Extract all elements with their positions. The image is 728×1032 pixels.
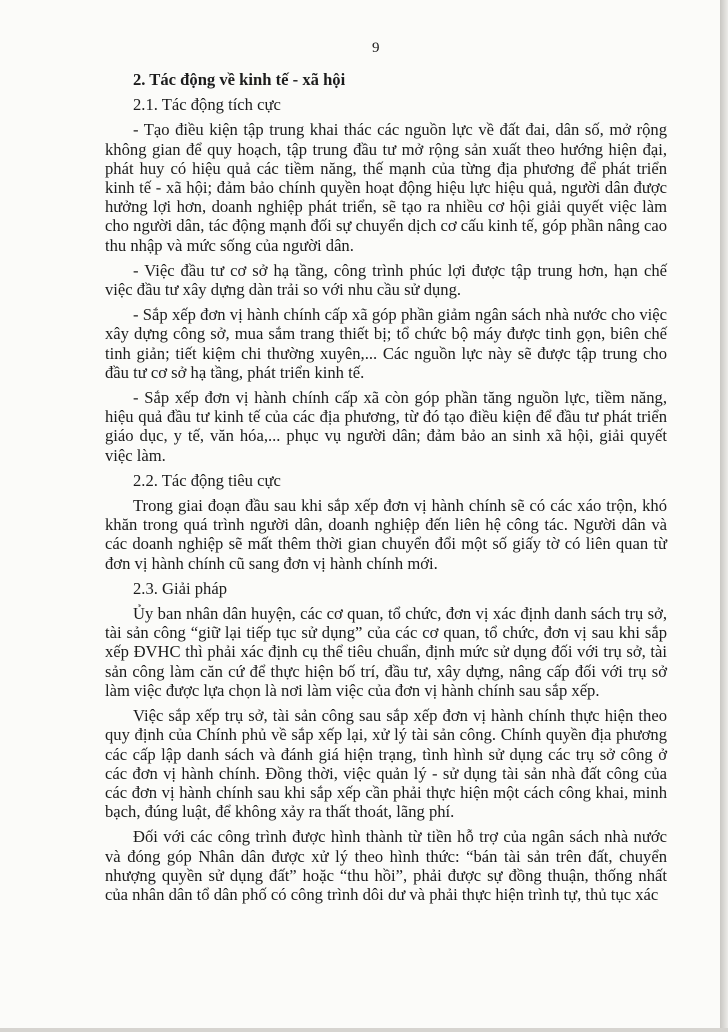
document-body <box>105 70 667 910</box>
section-title: 2. Tác động về kinh tế - xã hội <box>133 70 346 89</box>
page-number: 9 <box>372 40 380 56</box>
paragraph-positive-4: - Sắp xếp đơn vị hành chính cấp xã còn góp phần tăng nguồn lực, tiềm năng, hiệu quả đầu tư kinh tế của các địa phương, từ đó tạo điều kiện để đầu tư phát triển giáo dục, y tế, văn hóa,... phục vụ người dân; đảm bảo an sinh xã hội, giải quyết việc làm. <box>105 388 667 465</box>
paragraph-solution-3: Đối với các công trình được hình thành từ tiền hỗ trợ của ngân sách nhà nước và đóng góp Nhân dân được xử lý theo hình thức: “bán tài sản trên đất, chuyển nhượng quyền sử dụng đất” hoặc “thu hồi”, phải được sự đồng thuận, thống nhất của nhân dân tổ dân phố có công trình dôi dư và phải thực hiện trình tự, thủ tục xác <box>105 827 667 904</box>
scan-edge <box>720 0 728 1032</box>
paragraph-positive-3: - Sắp xếp đơn vị hành chính cấp xã góp phần giảm ngân sách nhà nước cho việc xây dựng công sở, mua sắm trang thiết bị; tổ chức bộ máy được tinh gọn, biên chế tinh giản; tiết kiệm chi thường xuyên,... Các nguồn lực này sẽ được tập trung cho đầu tư cơ sở hạ tầng, phát triển kinh tế. <box>105 305 667 382</box>
paragraph-solution-1: Ủy ban nhân dân huyện, các cơ quan, tổ chức, đơn vị xác định danh sách trụ sở, tài sản công “giữ lại tiếp tục sử dụng” của các cơ quan, tổ chức, đơn vị sau khi sắp xếp ĐVHC thì phải xác định cụ thể tiêu chuẩn, định mức sử dụng đối với trụ sở, tài sản công làm căn cứ để thực hiện bố trí, đầu tư, xây dựng, nâng cấp đối với trụ sở làm việc được lựa chọn là nơi làm việc của đơn vị hành chính sau sắp xếp. <box>105 604 667 700</box>
paragraph-positive-1: - Tạo điều kiện tập trung khai thác các nguồn lực về đất đai, dân số, mở rộng không gian để quy hoạch, tập trung đầu tư mở rộng sản xuất theo hướng hiện đại, phát huy có hiệu quả các tiềm năng, thế mạnh của từng địa phương để phát triển kinh tế - xã hội; đảm bảo chính quyền hoạt động hiệu lực hiệu quả, người dân được hưởng lợi hơn, doanh nghiệp phát triển, sẽ tạo ra nhiều cơ hội giải quyết việc làm cho người dân, tác động mạnh đối sự chuyển dịch cơ cấu kinh tế, góp phần nâng cao thu nhập và mức sống của người dân. <box>105 120 667 255</box>
scan-bottom-edge <box>0 1028 728 1032</box>
paragraph-positive-2: - Việc đầu tư cơ sở hạ tầng, công trình phúc lợi được tập trung hơn, hạn chế việc đầu tư xây dựng dàn trải so với nhu cầu sử dụng. <box>105 260 667 300</box>
subsection-title-solutions: 2.3. Giải pháp <box>133 578 228 598</box>
paragraph-solution-2: Việc sắp xếp trụ sở, tài sản công sau sắp xếp đơn vị hành chính thực hiện theo quy định của Chính phủ về sắp xếp lại, xử lý tài sản công. Chính quyền địa phương các cấp lập danh sách và đánh giá hiện trạng, tình hình sử dụng các trụ sở công ở các đơn vị hành chính. Đồng thời, việc quản lý - sử dụng tài sản nhà đất công của các đơn vị hành chính sau khi sắp xếp cần phải thực hiện một cách công khai, minh bạch, đúng luật, để không xảy ra thất thoát, lãng phí. <box>105 706 667 822</box>
subsection-title-negative: 2.2. Tác động tiêu cực <box>133 470 281 490</box>
paragraph-negative-1: Trong giai đoạn đầu sau khi sắp xếp đơn vị hành chính sẽ có các xáo trộn, khó khăn trong quá trình người dân, doanh nghiệp đến liên hệ công tác. Người dân và các doanh nghiệp sẽ mất thêm thời gian chuyển đổi một số giấy tờ có liên quan từ đơn vị hành chính cũ sang đơn vị hành chính mới. <box>105 496 667 573</box>
subsection-title-positive: 2.1. Tác động tích cực <box>133 95 281 115</box>
